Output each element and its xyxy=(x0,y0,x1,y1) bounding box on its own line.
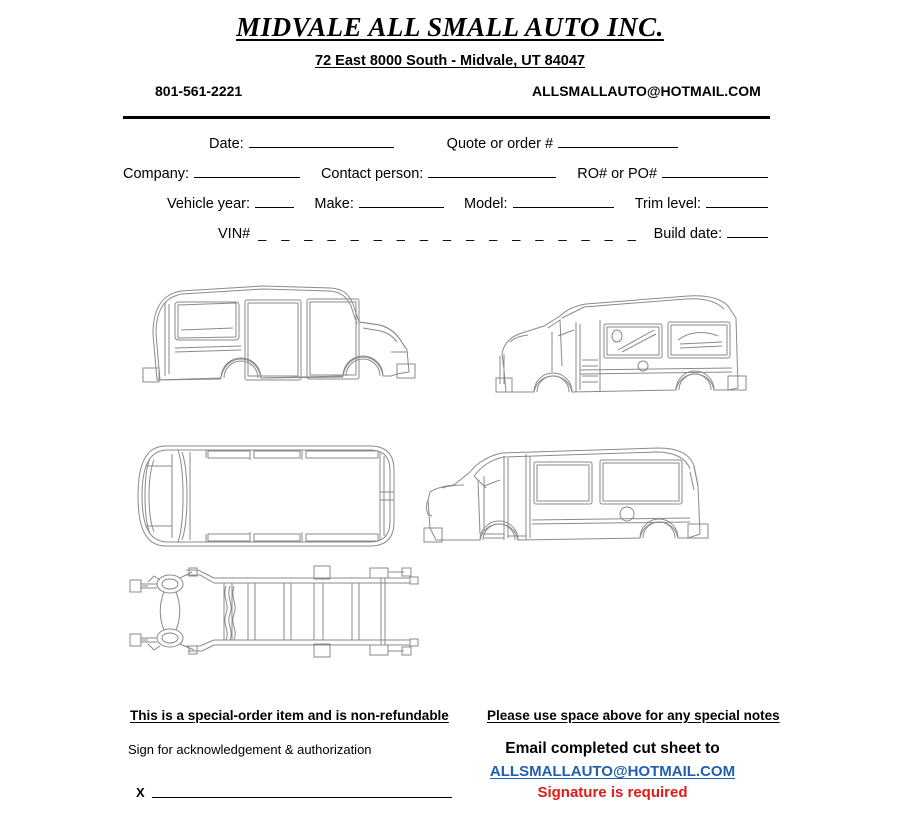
trim-level-input[interactable] xyxy=(706,193,768,208)
company-input[interactable] xyxy=(194,163,300,178)
vehicle-year-label: Vehicle year: xyxy=(167,196,251,212)
signature-x-marker: X xyxy=(136,785,145,800)
contact-person-label: Contact person: xyxy=(320,166,424,182)
email-cta-label: Email completed cut sheet to xyxy=(505,740,720,757)
company-address: 72 East 8000 South - Midvale, UT 84047 xyxy=(315,53,585,69)
signature-required-notice: Signature is required xyxy=(537,784,688,801)
special-order-note: This is a special-order item and is non-refundable xyxy=(130,708,449,723)
model-label: Model: xyxy=(464,196,508,212)
page-title: MIDVALE ALL SMALL AUTO INC. xyxy=(236,12,664,42)
ro-po-label: RO# or PO# xyxy=(577,166,658,182)
van-side-profile-left-diagram xyxy=(422,442,714,554)
email-link[interactable]: ALLSMALLAUTO@HOTMAIL.COM xyxy=(489,763,736,780)
model-input[interactable] xyxy=(513,193,615,208)
form-row-vehicle-details xyxy=(123,193,773,212)
header-divider xyxy=(123,116,770,119)
van-top-roof-view-diagram xyxy=(132,440,402,552)
build-date-label: Build date: xyxy=(653,226,723,242)
date-label: Date: xyxy=(209,136,244,152)
company-phone: 801-561-2221 xyxy=(155,83,243,99)
make-input[interactable] xyxy=(359,193,444,208)
contact-person-input[interactable] xyxy=(428,163,556,178)
van-side-profile-right-diagram xyxy=(135,272,420,397)
trim-level-label: Trim level: xyxy=(634,196,702,212)
form-row-company-contact-ro xyxy=(123,163,773,182)
van-three-quarter-perspective-diagram xyxy=(492,292,754,404)
ladder-frame-chassis-diagram xyxy=(126,556,422,666)
make-label: Make: xyxy=(314,196,354,212)
special-notes-note: Please use space above for any special notes xyxy=(487,708,780,723)
vin-input[interactable]: _ _ _ _ _ _ _ _ _ _ _ _ _ _ _ _ _ xyxy=(258,226,642,242)
form-row-date-quote xyxy=(123,133,773,152)
company-label: Company: xyxy=(123,166,190,182)
date-input[interactable] xyxy=(249,133,394,148)
form-row-vin-build-date xyxy=(123,223,773,242)
quote-order-label: Quote or order # xyxy=(446,136,554,152)
order-form-fields xyxy=(123,133,773,253)
vin-label: VIN# xyxy=(218,226,251,242)
quote-order-input[interactable] xyxy=(558,133,678,148)
build-date-input[interactable] xyxy=(727,223,768,238)
ro-po-input[interactable] xyxy=(662,163,768,178)
sign-acknowledgement-label: Sign for acknowledgement & authorization xyxy=(128,742,372,757)
signature-line[interactable] xyxy=(152,797,452,798)
company-email-header: ALLSMALLAUTO@HOTMAIL.COM xyxy=(532,83,761,99)
vehicle-year-input[interactable] xyxy=(255,193,294,208)
